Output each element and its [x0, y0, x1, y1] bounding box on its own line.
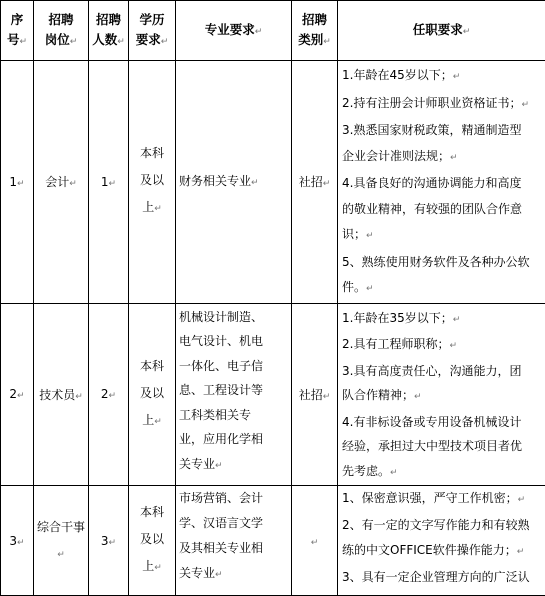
table-row	[1, 486, 545, 596]
cell-type: 社招↵	[292, 303, 338, 486]
header-type: 招聘 类别↵	[292, 1, 338, 61]
cell-num: 3↵	[89, 486, 129, 596]
cell-seq: 3↵	[1, 486, 34, 596]
cell-req: 1.年龄在45岁以下；↵ 2.持有注册会计师职业资格证书；↵ 3.熟悉国家财税政策，精通制造型 企业会计准则法规；↵ 4.具备良好的沟通协调能力和高度 的敬业精神，有较强的团队合作意 识；↵ 5、熟练使用财务软件及各种办公软 件。↵	[338, 61, 545, 304]
cell-post: 技术员↵	[34, 303, 89, 486]
header-req: 任职要求↵	[338, 1, 545, 61]
table-row	[1, 61, 545, 304]
cell-edu: 本科 及以 上↵	[129, 486, 176, 596]
cell-major: 财务相关专业↵	[176, 61, 292, 304]
header-major: 专业要求↵	[176, 1, 292, 61]
cell-type: ↵	[292, 486, 338, 596]
cell-edu: 本科 及以 上↵	[129, 303, 176, 486]
cell-post: 综合干事↵	[34, 486, 89, 596]
cell-num: 1↵	[89, 61, 129, 304]
cell-seq: 2↵	[1, 303, 34, 486]
header-num: 招聘 人数↵	[89, 1, 129, 61]
cell-type: 社招↵	[292, 61, 338, 304]
cell-num: 2↵	[89, 303, 129, 486]
cell-edu: 本科 及以 上↵	[129, 61, 176, 304]
header-post: 招聘 岗位↵	[34, 1, 89, 61]
cell-seq: 1↵	[1, 61, 34, 304]
cell-major: 市场营销、会计 学、汉语言文学 及其相关专业相 关专业↵	[176, 486, 292, 596]
header-seq: 序 号↵	[1, 1, 34, 61]
cell-post: 会计↵	[34, 61, 89, 304]
header-row	[1, 1, 545, 61]
cell-req: 1、保密意识强，严守工作机密；↵ 2、有一定的文字写作能力和有较熟 练的中文OFFICE软件操作能力；↵ 3、具有一定企业管理方向的广泛认	[338, 486, 545, 596]
cell-major: 机械设计制造、 电气设计、机电 一体化、电子信 息、工程设计等 工科类相关专 业，应用化学相 关专业↵	[176, 303, 292, 486]
cell-req: 1.年龄在35岁以下；↵ 2.具有工程师职称；↵ 3.具有高度责任心，沟通能力，团 队合作精神；↵ 4.有非标设备或专用设备机械设计 经验，承担过大中型技术项目者优 先考虑。↵	[338, 303, 545, 486]
table-row	[1, 303, 545, 486]
header-edu: 学历 要求↵	[129, 1, 176, 61]
